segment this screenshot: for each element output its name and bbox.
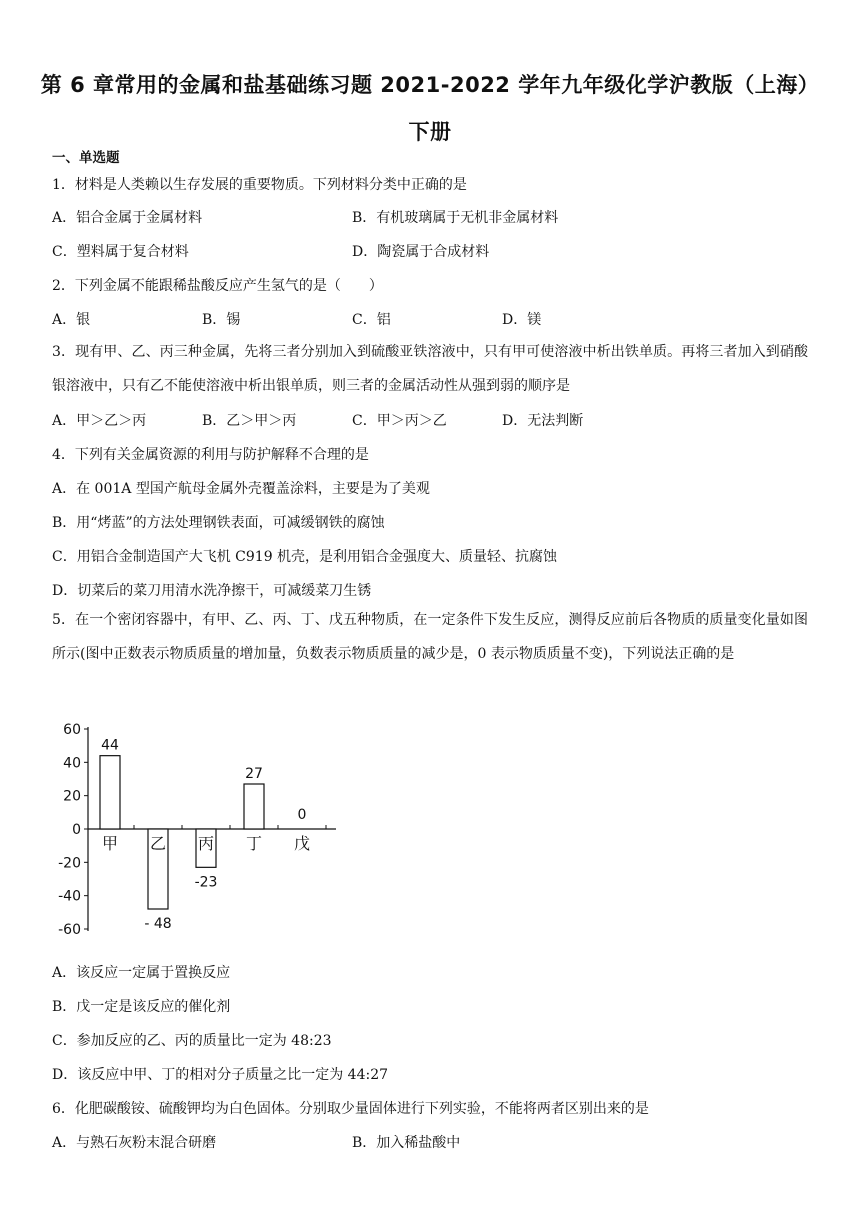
question-4-option-a: A．在 001A 型国产航母金属外壳覆盖涂料，主要是为了美观 xyxy=(52,481,430,497)
question-3-option-c: C．甲＞丙＞乙 xyxy=(352,413,447,429)
data-label: 27 xyxy=(245,766,263,782)
mass-change-bar-chart xyxy=(52,712,352,950)
question-2-stem: 2．下列金属不能跟稀盐酸反应产生氢气的是（ ） xyxy=(52,278,383,294)
question-5-option-a: A．该反应一定属于置换反应 xyxy=(52,965,231,981)
data-label: 0 xyxy=(297,807,307,823)
y-tick-label: 60 xyxy=(63,722,81,738)
question-5-stem: 5．在一个密闭容器中，有甲、乙、丙、丁、戊五种物质，在一定条件下发生反应，测得反应前后各物质的质量变化量如图所示(图中正数表示物质质量的增加量，负数表示物质质量的减少是，0 表示物质质量不变)，下列说法正确的是 xyxy=(52,612,808,662)
question-3-option-b: B．乙＞甲＞丙 xyxy=(202,413,297,429)
category-label: 戊 xyxy=(293,834,311,853)
question-1-option-a: A．铝合金属于金属材料 xyxy=(52,210,203,226)
question-5-option-c: C．参加反应的乙、丙的质量比一定为 48:23 xyxy=(52,1033,332,1049)
data-label: - 48 xyxy=(144,916,172,932)
section-heading: 一、单选题 xyxy=(52,150,120,166)
bar-甲 xyxy=(100,756,120,829)
question-6-stem: 6．化肥碳酸铵、硫酸钾均为白色固体。分别取少量固体进行下列实验，不能将两者区别出来的是 xyxy=(52,1101,649,1117)
question-4-option-b: B．用“烤蓝”的方法处理钢铁表面，可减缓钢铁的腐蚀 xyxy=(52,515,385,531)
page-title: 第 6 章常用的金属和盐基础练习题 2021-2022 学年九年级化学沪教版（上海）下册 xyxy=(40,73,820,144)
y-tick-label: 40 xyxy=(63,755,81,772)
y-tick-label: 0 xyxy=(72,822,81,838)
y-tick-label: -40 xyxy=(58,888,81,905)
question-1-stem: 1．材料是人类赖以生存发展的重要物质。下列材料分类中正确的是 xyxy=(52,177,467,193)
question-6-option-a: A．与熟石灰粉末混合研磨 xyxy=(52,1135,217,1151)
question-4-stem: 4．下列有关金属资源的利用与防护解释不合理的是 xyxy=(52,447,369,463)
question-5-option-d: D．该反应中甲、丁的相对分子质量之比一定为 44:27 xyxy=(52,1067,389,1083)
question-1-option-b: B．有机玻璃属于无机非金属材料 xyxy=(352,210,559,226)
question-1-option-d: D．陶瓷属于合成材料 xyxy=(352,244,490,260)
question-2-option-a: A．银 xyxy=(52,312,91,328)
y-tick-label: -60 xyxy=(58,922,81,938)
y-tick-label: -20 xyxy=(58,855,81,872)
category-label: 丁 xyxy=(245,834,263,853)
question-1-option-c: C．塑料属于复合材料 xyxy=(52,244,189,260)
y-tick-label: 20 xyxy=(63,788,81,805)
data-label: 44 xyxy=(101,737,119,754)
question-2-option-c: C．铝 xyxy=(352,312,391,328)
question-4-option-d: D．切菜后的菜刀用清水洗净擦干，可减缓菜刀生锈 xyxy=(52,583,372,599)
category-label: 甲 xyxy=(101,834,119,853)
question-6-option-b: B．加入稀盐酸中 xyxy=(352,1135,461,1151)
question-4-option-c: C．用铝合金制造国产大飞机 C919 机壳，是利用铝合金强度大、质量轻、抗腐蚀 xyxy=(52,549,558,565)
question-3-option-a: A．甲＞乙＞丙 xyxy=(52,413,147,429)
chart-bars xyxy=(100,756,264,909)
category-label: 乙 xyxy=(149,834,167,853)
question-2-option-b: B．锡 xyxy=(202,312,241,328)
category-label: 丙 xyxy=(197,834,215,853)
bar-丁 xyxy=(244,784,264,829)
question-3-stem: 3．现有甲、乙、丙三种金属，先将三者分别加入到硫酸亚铁溶液中，只有甲可使溶液中析出铁单质。再将三者加入到硝酸银溶液中，只有乙不能使溶液中析出银单质，则三者的金属活动性从强到弱的顺序是 xyxy=(52,344,808,394)
question-5-option-b: B．戊一定是该反应的催化剂 xyxy=(52,999,231,1015)
chart-y-ticks xyxy=(58,722,326,938)
question-2-option-d: D．镁 xyxy=(502,312,542,328)
chart-category-labels xyxy=(102,834,310,853)
question-3-option-d: D．无法判断 xyxy=(502,413,584,429)
data-label: -23 xyxy=(194,874,218,891)
